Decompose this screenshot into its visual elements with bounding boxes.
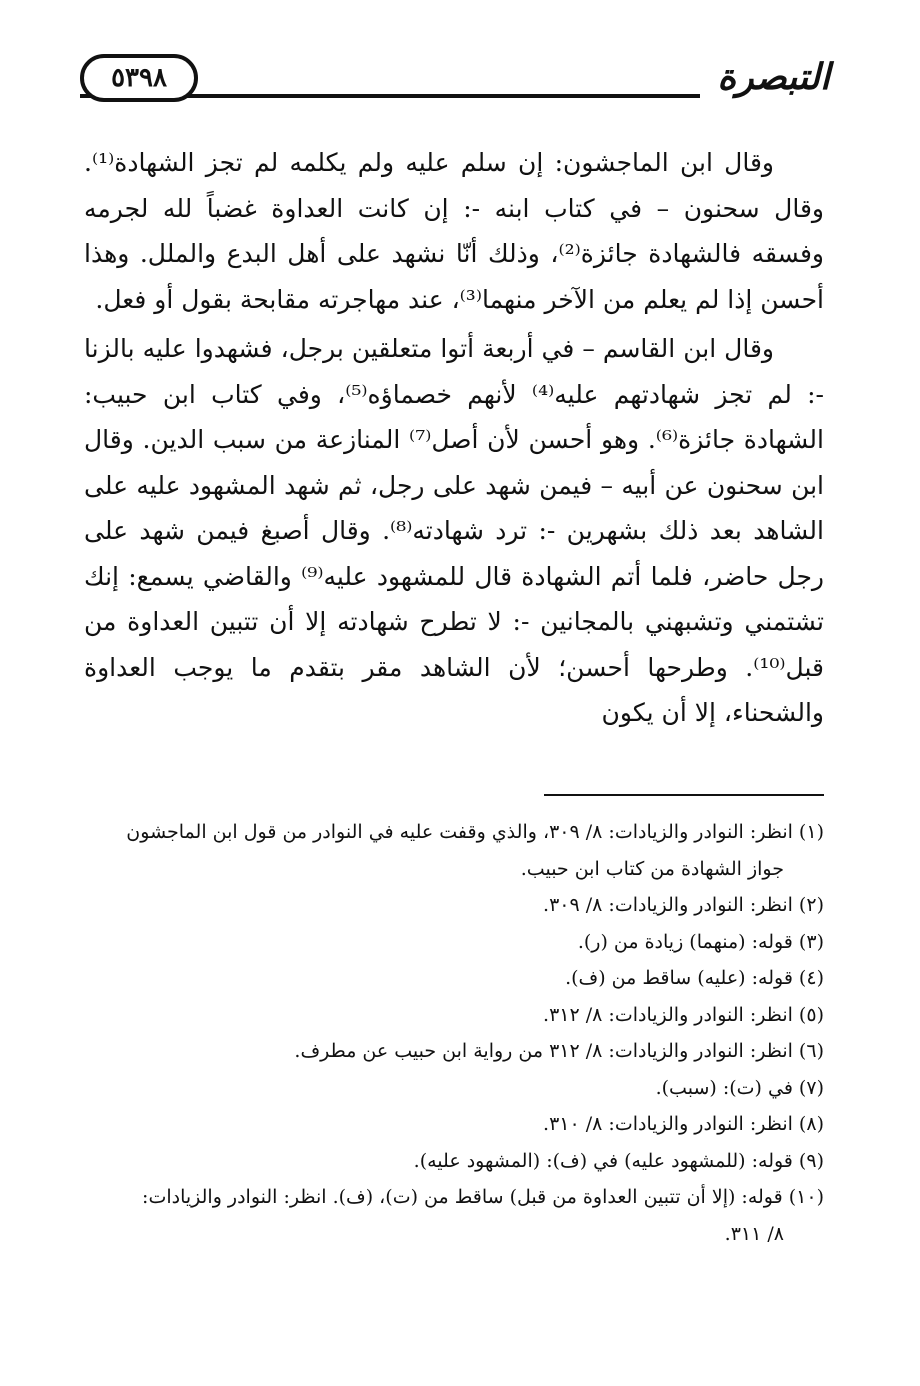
footnote-text: (١) انظر: النوادر والزيادات: ٨/ ٣٠٩، والذي وقفت عليه في النوادر من قول ابن الماجشون <box>126 821 824 843</box>
footnote-text: (١٠) قوله: (إلا أن تتبين العداوة من قبل) ساقط من (ت)، (ف). انظر: النوادر والزيادات: <box>142 1186 824 1208</box>
footnote-10 <box>82 1179 824 1252</box>
footnote-9: (٩) قوله: (للمشهود عليه) في (ف): (المشهود عليه). <box>413 1149 824 1172</box>
footnote-3: (٣) قوله: (منهما) زيادة من (ر). <box>577 930 824 953</box>
page-number: ٥٣٩٨ <box>80 54 198 102</box>
page-header <box>80 52 830 112</box>
paragraph: وقال ابن الماجشون: إن سلم عليه ولم يكلمه لم تجز الشهادة⁽¹⁾. وقال سحنون – في كتاب ابنه -: إن كانت العداوة غضباً لله لجرمه وفسقه فالشهادة جائزة⁽²⁾، وذلك أنّا نشهد على أهل البدع والملل. وهذا أحسن إذا لم يعلم من الآخر منهما⁽³⁾، عند مهاجرته مقابحة بقول أو فعل. <box>84 148 824 314</box>
footnote-7: (٧) في (ت): (سبب). <box>655 1076 824 1099</box>
footnote-4: (٤) قوله: (عليه) ساقط من (ف). <box>565 967 824 989</box>
footnote-2: (٢) انظر: النوادر والزيادات: ٨/ ٣٠٩. <box>543 894 824 916</box>
book-title: التبصرة <box>717 56 830 98</box>
footnote-5: (٥) انظر: النوادر والزيادات: ٨/ ٣١٢. <box>543 1003 824 1026</box>
paragraph: وقال ابن القاسم – في أربعة أتوا متعلقين برجل، فشهدوا عليه بالزنا -: لم تجز شهادتهم عليه⁽⁴⁾ لأنهم خصماؤه⁽⁵⁾، وفي كتاب ابن حبيب: الشهادة جائزة⁽⁶⁾. وهو أحسن لأن أصل⁽⁷⁾ المنازعة من سبب الدين. وقال ابن سحنون عن أبيه – فيمن شهد على رجل، ثم شهد المشهود عليه على الشاهد بعد ذلك بشهرين -: ترد شهادته⁽⁸⁾. وقال أصبغ فيمن شهد على رجل حاضر، فلما أتم الشهادة قال للمشهود عليه⁽⁹⁾ والقاضي يسمع: إنك تشتمني وتشبهني بالمجانين -: لا تطرح شهادته إلا أن تتبين العداوة من قبل⁽¹⁰⁾. وطرحها أحسن؛ لأن الشاهد مقر بتقدم ما يوجب العداوة والشحناء، إلا أن يكون <box>84 334 824 727</box>
footnote-continuation: جواز الشهادة من كتاب ابن حبيب. <box>520 857 784 880</box>
footnote-1 <box>82 814 824 887</box>
footnote-continuation: ٨/ ٣١١. <box>724 1222 784 1245</box>
footnote-6: (٦) انظر: النوادر والزيادات: ٨/ ٣١٢ من رواية ابن حبيب عن مطرف. <box>294 1040 824 1062</box>
footnotes <box>82 814 824 1252</box>
body-text <box>84 140 824 736</box>
footnote-separator <box>544 794 824 796</box>
footnote-8: (٨) انظر: النوادر والزيادات: ٨/ ٣١٠. <box>543 1113 824 1135</box>
